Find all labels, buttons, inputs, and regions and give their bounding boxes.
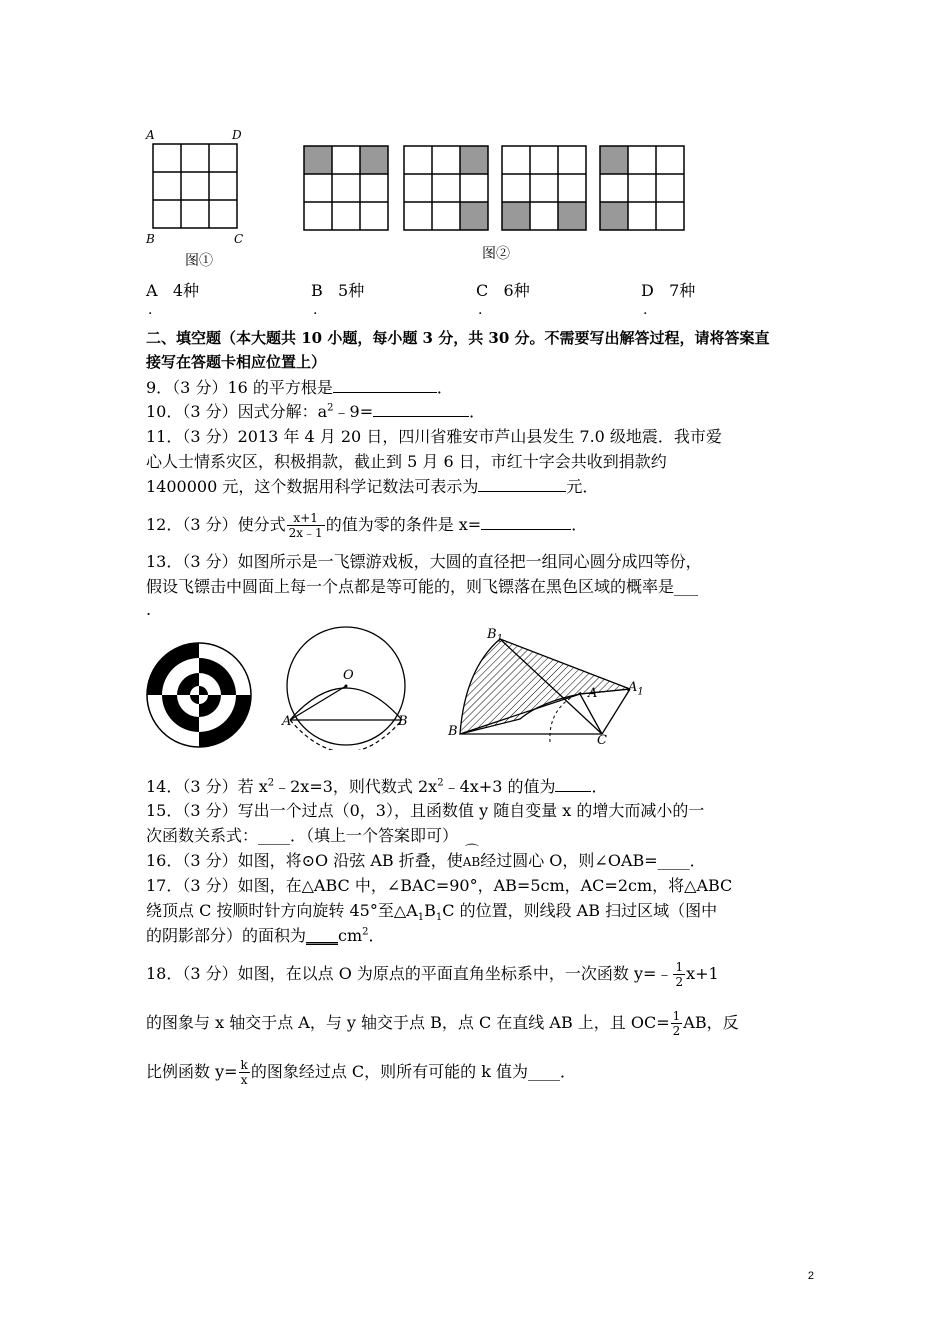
q17-sub1: 1	[417, 912, 425, 924]
q12-frac-den: 2x﹣1	[288, 526, 323, 540]
question-17-line1: 17．（3 分）如图，在△ABC 中，∠BAC=90°，AB=5cm，AC=2cm，将△ABC	[146, 876, 733, 895]
q18-frac1-num: 1	[675, 960, 684, 974]
q12-frac-num: x+1	[287, 511, 325, 526]
q18-frac2-num: 1	[672, 1009, 681, 1023]
q18-l3pre: 比例函数 y=	[146, 1062, 238, 1081]
q17-sub2: 1	[435, 912, 443, 924]
q12-end: ．	[571, 515, 588, 534]
option-c-text: 6种	[503, 281, 530, 300]
q16-pre: 16．（3 分）如图，将⊙O 沿弦 AB 折叠，使	[146, 851, 463, 870]
question-17-line2	[146, 901, 718, 924]
rot-label-b1-sub: 1	[496, 633, 503, 645]
q12-post: 的值为零的条件是 x=	[325, 515, 482, 534]
figure-2-grids	[300, 140, 690, 236]
option-b-letter: B	[311, 281, 323, 300]
rotation-figure	[440, 624, 660, 754]
q12-pre: 12．（3 分）使分式	[146, 515, 286, 534]
q18-frac3-den: x	[240, 1073, 248, 1087]
fig1-label-d: D	[232, 128, 242, 142]
question-14	[146, 777, 608, 797]
rot-label-b1-letter: B	[487, 627, 497, 642]
q10-end: ．	[469, 402, 486, 421]
question-10	[146, 402, 485, 422]
rot-label-a: A	[588, 686, 598, 701]
q11-blank	[478, 477, 566, 492]
q17-l3blank: ____	[306, 926, 339, 945]
question-18-line3	[146, 1054, 576, 1090]
question-13-line2: 假设飞镖击中圆面上每一个点都是等可能的，则飞镖落在黑色区域的概率是___	[146, 577, 699, 596]
option-d	[641, 278, 695, 301]
dartboard-figure	[144, 640, 254, 750]
q17-l2b: B	[424, 901, 436, 920]
option-a-dot: .	[148, 302, 153, 318]
rot-label-b1	[487, 627, 503, 645]
question-11-line3	[146, 477, 598, 497]
q14-sup1: 2	[267, 777, 275, 789]
q12-blank	[481, 515, 571, 530]
fig1-label-c: C	[234, 232, 244, 246]
rot-label-a1-letter: A	[628, 680, 638, 695]
q10-post: ﹣9=	[333, 402, 374, 421]
option-c-letter: C	[476, 281, 489, 300]
fold-label-o: O	[343, 668, 354, 683]
q9-end: ．	[436, 378, 453, 397]
section2-header-line1: 二、填空题（本大题共 10 小题，每小题 3 分，共 30 分。不需要写出解答过程，请将答案直	[146, 329, 770, 347]
figure-1-grid	[140, 128, 260, 268]
page-number: 2	[807, 1270, 814, 1282]
q18-frac2-den: 2	[672, 1024, 681, 1038]
q14-sup2: 2	[437, 777, 444, 789]
q17-l2post: C 的位置，则线段 AB 扫过区域（图中	[442, 901, 718, 920]
fig1-label-a: A	[146, 128, 155, 142]
question-18-line2	[146, 1005, 739, 1041]
q17-l3end: ．	[368, 926, 385, 945]
q16-post: 经过圆心 O，则∠OAB=____．	[480, 851, 706, 870]
option-b-dot: .	[313, 302, 318, 318]
q14-pre: 14．（3 分）若 x	[146, 777, 268, 796]
q18-l2post: AB，反	[683, 1013, 739, 1032]
rot-label-a1	[628, 680, 644, 698]
question-13-line3: .	[146, 600, 152, 619]
q18-frac1-den: 2	[675, 975, 684, 989]
q17-l3pre: 的阴影部分）的面积为	[146, 926, 307, 945]
q11-l3pre: 1400000 元，这个数据用科学记数法可表示为	[146, 477, 479, 496]
fig1-caption: 图①	[185, 253, 213, 269]
fig2-caption: 图②	[482, 246, 510, 262]
q17-l3sup: 2	[362, 926, 369, 938]
option-b-text: 5种	[338, 281, 365, 300]
circle-fold-figure	[280, 620, 420, 750]
question-17-line3	[146, 926, 385, 946]
q11-l3end: 元．	[566, 477, 599, 496]
q18-frac3-num: k	[240, 1058, 248, 1072]
option-c	[476, 278, 530, 301]
question-18-line1	[146, 956, 719, 992]
option-a-text: 4种	[172, 281, 200, 300]
rot-label-b: B	[448, 724, 458, 739]
option-d-letter: D	[641, 281, 654, 300]
q10-pre: 10．（3 分）因式分解：a	[146, 402, 328, 421]
q16-arc-ab: ⌒ AB	[463, 852, 480, 872]
fold-label-a: A	[282, 714, 292, 729]
question-9	[146, 378, 453, 398]
q10-blank	[373, 402, 469, 417]
q14-blank	[555, 777, 591, 792]
fig1-label-b: B	[146, 232, 155, 246]
q18-l3post: 的图象经过点 C，则所有可能的 k 值为____．	[250, 1062, 577, 1081]
option-d-dot: .	[643, 302, 648, 318]
q14-mid: ﹣2x=3，则代数式 2x	[274, 777, 438, 796]
question-16	[146, 851, 706, 872]
question-15-line1: 15．（3 分）写出一个过点（0，3），且函数值 y 随自变量 x 的增大而减小的一	[146, 801, 705, 820]
q17-l2pre: 绕顶点 C 按顺时针方向旋转 45°至△A	[146, 901, 418, 920]
q14-post: ﹣4x+3 的值为	[443, 777, 556, 796]
option-d-text: 7种	[669, 281, 696, 300]
q18-frac2	[671, 1009, 683, 1038]
q18-frac3	[239, 1058, 250, 1087]
section2-header-line2: 接写在答题卡相应位置上）	[146, 353, 327, 371]
q14-end: ．	[591, 777, 608, 796]
q18-l1post: x+1	[686, 964, 719, 983]
q18-l1pre: 18．（3 分）如图，在以点 O 为原点的平面直角坐标系中，一次函数 y=﹣	[146, 964, 673, 983]
q9-text: 9．（3 分）16 的平方根是	[146, 378, 333, 397]
option-b	[311, 278, 364, 301]
rot-label-c: C	[597, 733, 607, 748]
fold-label-b: B	[398, 714, 408, 729]
q18-frac1	[673, 960, 685, 989]
option-a-letter: A	[146, 281, 158, 300]
q18-l2pre: 的图象与 x 轴交于点 A，与 y 轴交于点 B，点 C 在直线 AB 上，且 OC=	[146, 1013, 670, 1032]
option-a	[146, 278, 199, 301]
question-11-line1: 11．（3 分）2013 年 4 月 20 日，四川省雅安市芦山县发生 7.0 级地震．我市爱	[146, 427, 722, 446]
question-13-line1: 13．（3 分）如图所示是一飞镖游戏板，大圆的直径把一组同心圆分成四等份，	[146, 552, 702, 571]
question-15-line2: 次函数关系式：____．（填上一个答案即可）	[146, 826, 459, 845]
question-11-line2: 心人士情系灾区，积极捐款，截止到 5 月 6 日，市红十字会共收到捐款约	[146, 452, 667, 471]
q10-sup: 2	[327, 402, 334, 414]
question-12	[146, 508, 587, 542]
q12-fraction	[287, 511, 325, 540]
q9-blank	[333, 378, 437, 393]
rot-label-a1-sub: 1	[637, 686, 644, 698]
q17-l3unit: cm	[338, 926, 363, 945]
option-c-dot: .	[478, 302, 483, 318]
